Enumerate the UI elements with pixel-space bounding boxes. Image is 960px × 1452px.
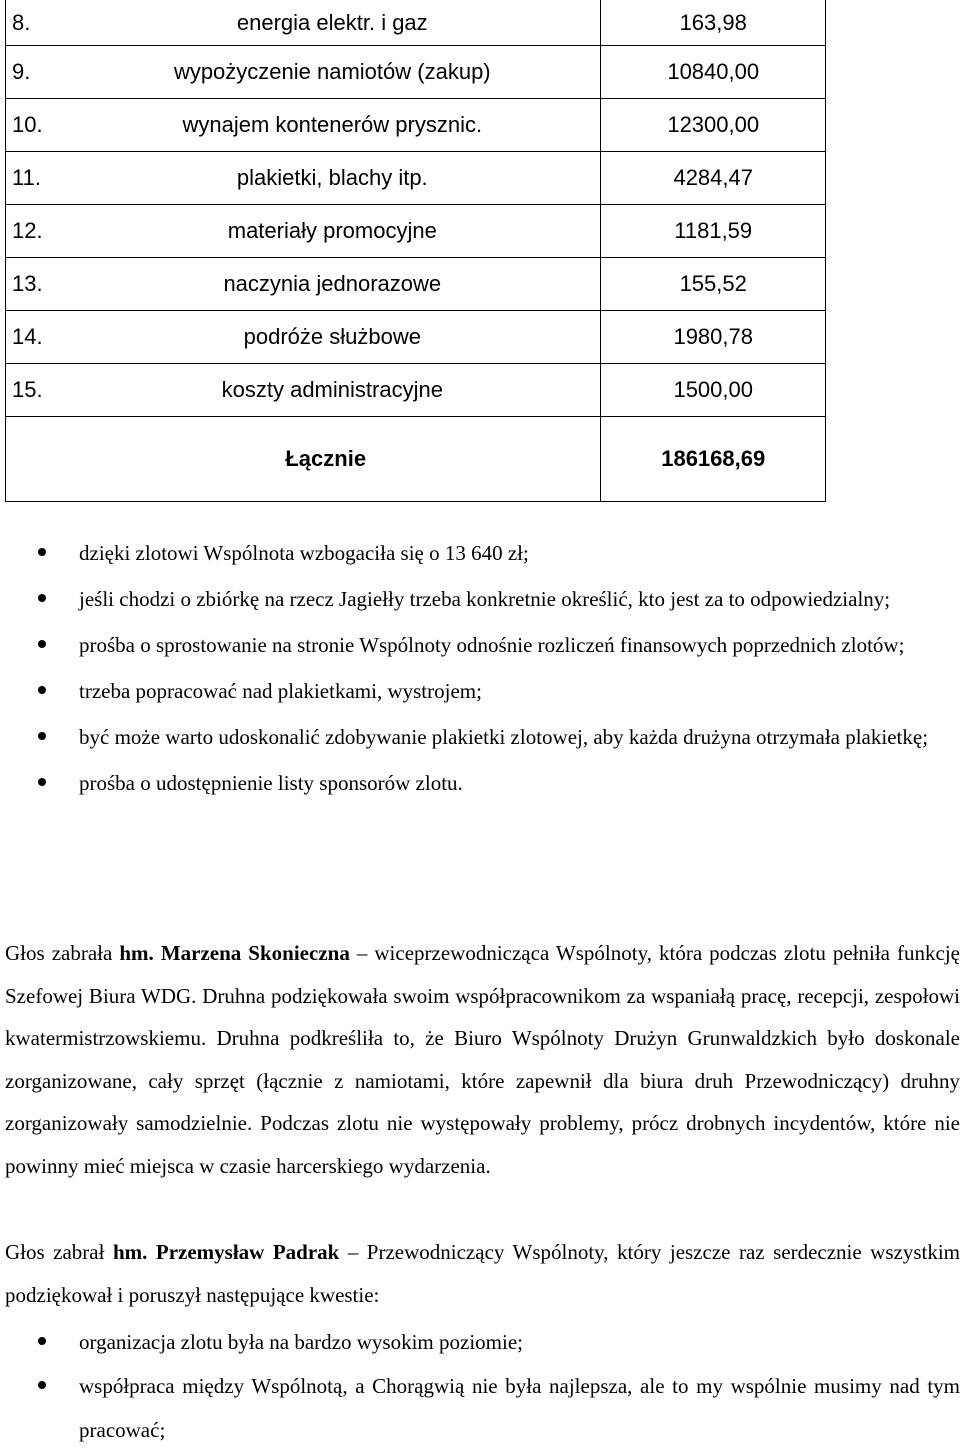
row-number: 12.	[6, 205, 65, 258]
list-item: prośba o udostępnienie listy sponsorów zlotu.	[0, 761, 960, 805]
total-amount: 186168,69	[601, 417, 826, 502]
row-amount: 163,98	[601, 0, 826, 46]
bullet-icon	[38, 594, 46, 602]
row-amount: 10840,00	[601, 46, 826, 99]
issues-bullet-list	[0, 1320, 960, 1452]
total-label: Łącznie	[6, 417, 601, 502]
list-item: być może warto udoskonalić zdobywanie plakietki zlotowej, aby każda drużyna otrzymała plakietkę;	[0, 715, 960, 759]
list-item: trzeba popracować nad plakietkami, wystrojem;	[0, 669, 960, 713]
table-row	[6, 46, 826, 99]
row-item: podróże służbowe	[64, 311, 601, 364]
list-item: organizacja zlotu była na bardzo wysokim poziomie;	[0, 1320, 960, 1364]
paragraph-padrak: Głos zabrał hm. Przemysław Padrak – Przewodniczący Wspólnoty, który jeszcze raz serdecznie wszystkim podziękował i poruszył następujące kwestie:	[5, 1240, 960, 1307]
table-row	[6, 364, 826, 417]
table-row	[6, 205, 826, 258]
row-item: energia elektr. i gaz	[64, 0, 601, 46]
speaker-name: Przemysław Padrak	[155, 1240, 340, 1264]
row-amount: 12300,00	[601, 99, 826, 152]
table-row	[6, 99, 826, 152]
row-amount: 1500,00	[601, 364, 826, 417]
row-item: naczynia jednorazowe	[64, 258, 601, 311]
list-item: prośba o sprostowanie na stronie Wspólnoty odnośnie rozliczeń finansowych poprzednich zlotów;	[0, 623, 960, 667]
bullet-icon	[38, 732, 46, 740]
row-number: 10.	[6, 99, 65, 152]
table-total-row	[6, 417, 826, 502]
list-item: jeśli chodzi o zbiórkę na rzecz Jagiełły trzeba konkretnie określić, kto jest za to odpowiedzialny;	[0, 577, 960, 621]
bullet-icon	[38, 1381, 46, 1389]
list-item: dzięki zlotowi Wspólnota wzbogaciła się o 13 640 zł;	[0, 531, 960, 575]
row-item: materiały promocyjne	[64, 205, 601, 258]
table-row	[6, 152, 826, 205]
bullet-icon	[38, 548, 46, 556]
row-number: 14.	[6, 311, 65, 364]
row-item: koszty administracyjne	[64, 364, 601, 417]
list-item: współpraca między Wspólnotą, a Chorągwią nie była najlepsza, ale to my wspólnie musimy nad tym pracować;	[0, 1364, 960, 1452]
row-number: 13.	[6, 258, 65, 311]
cost-table	[5, 0, 826, 502]
row-number: 15.	[6, 364, 65, 417]
row-number: 9.	[6, 46, 65, 99]
table-row	[6, 258, 826, 311]
row-number: 8.	[6, 0, 65, 46]
paragraph-skonieczna: Głos zabrała hm. Marzena Skonieczna – wiceprzewodnicząca Wspólnoty, która podczas zlotu pełniła funkcję Szefowej Biura WDG. Druhna podziękowała swoim współpracownikom za wspaniałą pracę, recepcji, zespołowi kwatermistrzowskiemu. Druhna podkreśliła to, że Biuro Wspólnoty Drużyn Grunwaldzkich było doskonale zorganizowane, cały sprzęt (łącznie z namiotami, które zapewnił dla biura druh Przewodniczący) druhny zorganizowały samodzielnie. Podczas zlotu nie występowały problemy, prócz drobnych incydentów, które nie powinny mieć miejsca w czasie harcerskiego wydarzenia.	[5, 941, 960, 1178]
row-amount: 1980,78	[601, 311, 826, 364]
row-amount: 4284,47	[601, 152, 826, 205]
speaker-name: Marzena Skonieczna	[160, 941, 350, 965]
row-item: plakietki, blachy itp.	[64, 152, 601, 205]
row-number: 11.	[6, 152, 65, 205]
bullet-icon	[38, 1337, 46, 1345]
table-row	[6, 311, 826, 364]
row-item: wypożyczenie namiotów (zakup)	[64, 46, 601, 99]
table-row	[6, 0, 826, 46]
summary-bullet-list	[0, 531, 960, 805]
bullet-icon	[38, 778, 46, 786]
bullet-icon	[38, 686, 46, 694]
row-item: wynajem kontenerów prysznic.	[64, 99, 601, 152]
bullet-icon	[38, 640, 46, 648]
row-amount: 1181,59	[601, 205, 826, 258]
row-amount: 155,52	[601, 258, 826, 311]
